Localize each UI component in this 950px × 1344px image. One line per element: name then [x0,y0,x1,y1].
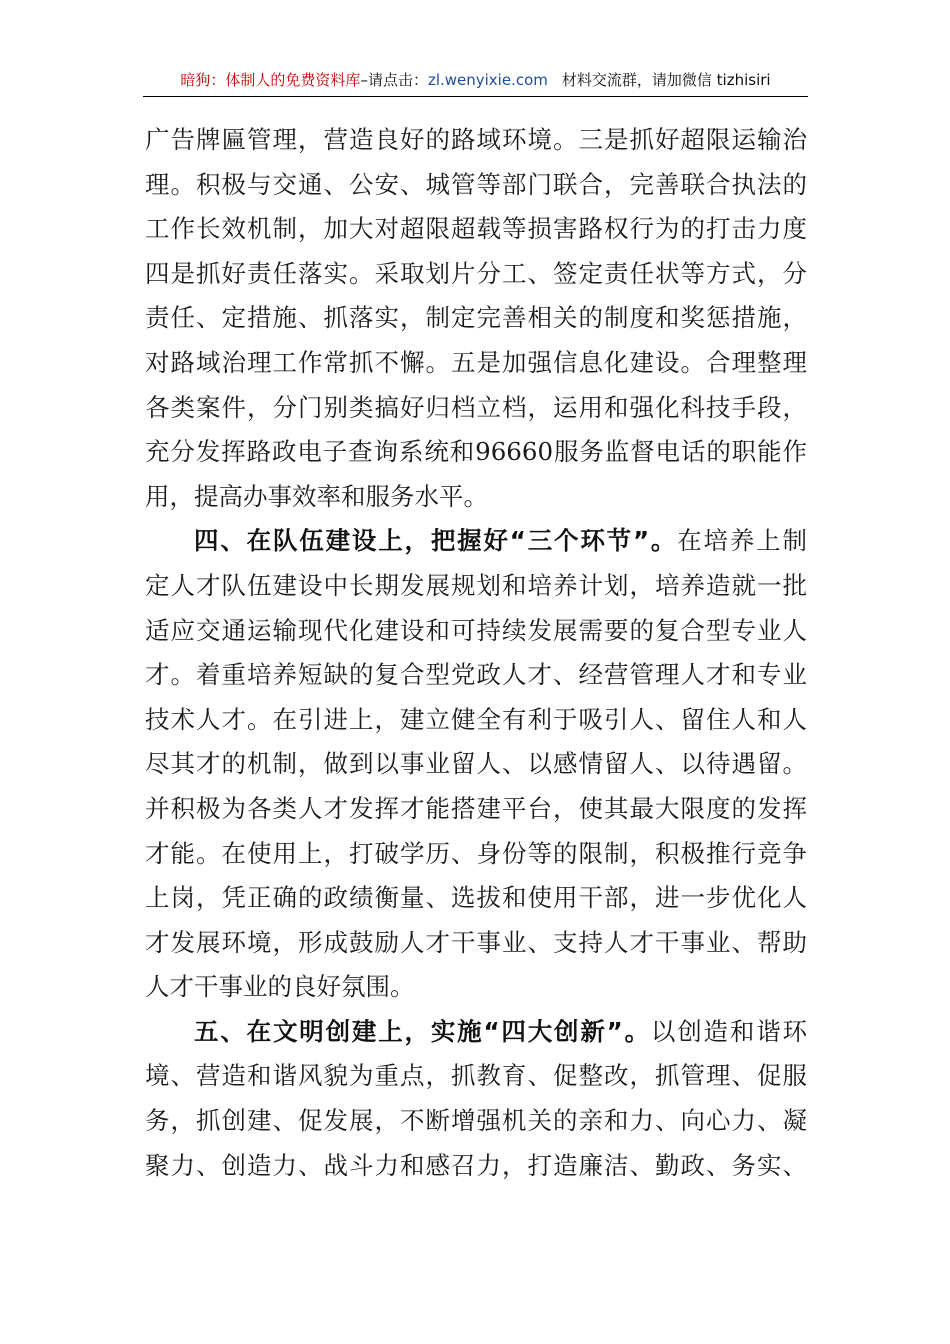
paragraph-line: 适应交通运输现代化建设和可持续发展需要的复合型专业人 [145,615,807,645]
paragraph-line: 聚力、创造力、战斗力和感召力，打造廉洁、勤政、务实、 [145,1150,807,1180]
paragraph-line: 境、营造和谐风貌为重点，抓教育、促整改，抓管理、促服 [145,1061,807,1091]
section-4-first-line-rest: 在培养上制 [677,526,807,556]
paragraph-line: 各类案件，分门别类搞好归档立档，运用和强化科技手段， [145,392,807,422]
paragraph-line: 才。着重培养短缺的复合型党政人才、经营管理人才和专业 [145,660,807,690]
paragraph-line: 责任、定措施、抓落实，制定完善相关的制度和奖惩措施， [145,303,807,333]
paragraph-line: 充分发挥路政电子查询系统和96660服务监督电话的职能作 [145,437,807,467]
section-5-first-line-rest: 以创造和谐环 [650,1016,807,1046]
paragraph-line: 才能。在使用上，打破学历、身份等的限制，积极推行竞争 [145,838,807,868]
header-brand: 暗狗：体制人的免费资料库 [180,71,361,89]
paragraph-line: 理。积极与交通、公安、城管等部门联合，完善联合执法的 [145,169,807,199]
section-4-heading: 四、在队伍建设上，把握好“三个环节”。 [194,526,678,556]
paragraph-line: 广告牌匾管理，营造良好的路域环境。三是抓好超限运输治 [145,125,807,154]
header-contact: 材料交流群，请加微信 tizhisiri [561,71,771,89]
paragraph-line: 才发展环境，形成鼓励人才干事业、支持人才干事业、帮助 [145,927,807,957]
paragraph-line: 定人才队伍建设中长期发展规划和培养计划，培养造就一批 [145,570,807,600]
header-url-link[interactable]: zl.wenyixie.com [427,71,548,89]
section-4-first-line [145,519,807,564]
paragraph-line: 上岗，凭正确的政绩衡量、选拔和使用干部，进一步优化人 [145,883,807,913]
paragraph-line: 对路域治理工作常抓不懈。五是加强信息化建设。合理整理 [145,347,807,377]
paragraph-line: 务，抓创建、促发展，不断增强机关的亲和力、向心力、凝 [145,1106,807,1136]
paragraph-line: 并积极为各类人才发挥才能搭建平台，使其最大限度的发挥 [145,793,807,823]
paragraph-line: 用，提高办事效率和服务水平。 [145,481,488,511]
section-5-heading: 五、在文明创建上，实施“四大创新”。 [194,1016,651,1046]
section-5-first-line [145,1010,807,1055]
paragraph-line: 工作长效机制，加大对超限超载等损害路权行为的打击力度 [145,214,807,244]
paragraph-line: 技术人才。在引进上，建立健全有利于吸引人、留住人和人 [145,704,807,734]
paragraph-line: 四是抓好责任落实。采取划片分工、签定责任状等方式，分 [145,258,807,288]
page-header [143,66,808,97]
document-body [145,118,807,1188]
header-prompt: –请点击： [360,71,428,89]
paragraph-line: 尽其才的机制，做到以事业留人、以感情留人、以待遇留。 [145,749,807,779]
paragraph-line: 人才干事业的良好氛围。 [145,972,415,1002]
